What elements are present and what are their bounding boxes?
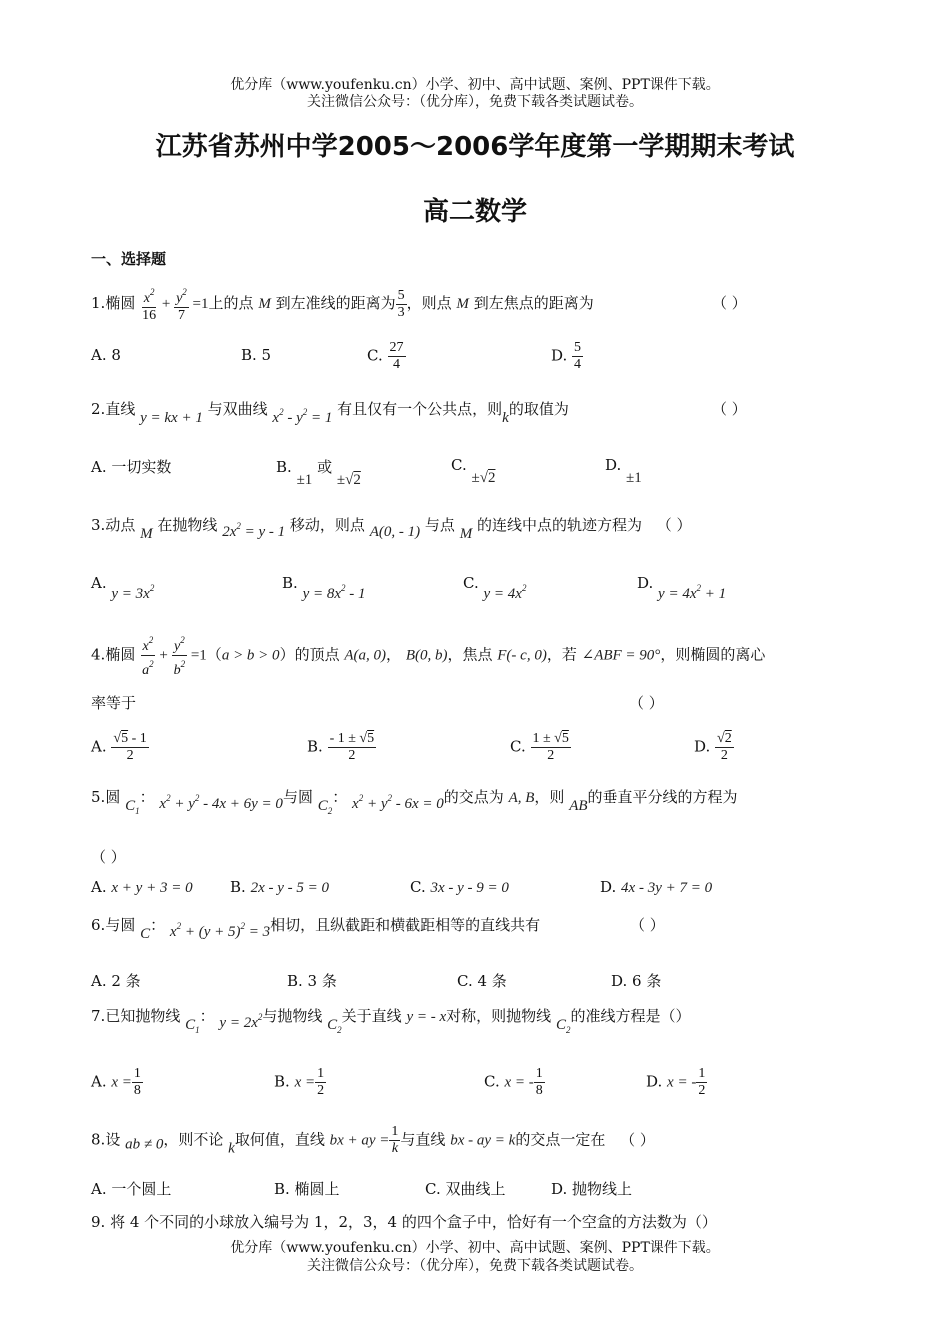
question-9: 9. 将 4 个不同的小球放入编号为 1，2，3，4 的四个盒子中，恰好有一个空盒的方法数为（） (91, 1213, 717, 1231)
question-1: 1.椭圆 $\frac{x^2}{16}$ + $\frac{y^2}{7}$ =1上的点 M 到左准线的距离为 $\frac{5}{3}$ ，则点 M 到左焦点的距离为 (91, 284, 594, 324)
question-2: 2.直线 y = kx + 1 与双曲线 $x^2 - y^2 = 1$ 有且仅有一个公共点，则k的取值为 (91, 400, 569, 426)
q1-point-m2: M (456, 296, 469, 312)
q1-text-1: 椭圆 (105, 294, 136, 312)
q8-option-a: A. 一个圆上 (91, 1180, 172, 1198)
header-line-1: 优分库（www.youfenku.cn）小学、初中、高中试题、案例、PPT课件下载。 (230, 77, 720, 93)
q5-option-b: B. 2x - y - 5 = 0 (230, 878, 330, 896)
q1-option-a: A. 8 (91, 346, 121, 364)
q7-option-d: D. x = - $\frac{1}{2}$ (646, 1066, 706, 1098)
q7-option-a: A. x = $\frac{1}{8}$ (91, 1066, 141, 1098)
q3-option-a: A. $y = 3x^2$ (91, 574, 155, 602)
q2-option-d: D. ±1 (605, 456, 642, 486)
question-3: 3.动点 M 在抛物线 $2x^2 = y - 1$ 移动，则点 A(0, - 1) 与点 M 的连线中点的轨迹方程为 （ ） (91, 516, 692, 542)
q6-option-a: A. 2 条 (91, 972, 141, 990)
q5-option-d: D. 4x - 3y + 7 = 0 (600, 878, 713, 896)
q1-text-2: 上的点 (208, 294, 254, 312)
q6-answer-paren: （ ） (630, 916, 665, 934)
q7-option-c: C. x = - $\frac{1}{8}$ (484, 1066, 543, 1098)
q2-option-b: B. ±1 或 ±√2 (276, 458, 361, 488)
question-4: 4.椭圆 $\frac{x^2}{a^2}$ + $\frac{y^2}{b^2}$ =1（a > b > 0）的顶点 A(a, 0)， B(0, b)，焦点 F(- c, 0)，若 ∠ABF = 90°，则椭圆的离心 (91, 632, 765, 679)
question-8: 8.设 ab ≠ 0，则不论 k取何值，直线 bx + ay = $\frac{1}{k}$ 与直线 bx - ay = k的交点一定在 （ ） (91, 1124, 655, 1157)
q4-line-2: 率等于 (91, 694, 137, 712)
question-5: 5.圆 $C_1$： $x^2 + y^2 - 4x + 6y = 0$与圆 $C_2$： $x^2 + y^2 - 6x = 0$的交点为 A, B，则 AB的垂直平分线的方程为 (91, 788, 738, 816)
q1-point-m: M (258, 296, 271, 312)
q4-option-c: C. $\frac{1 \pm √5}{2}$ (510, 731, 569, 763)
q8-option-c: C. 双曲线上 (425, 1180, 506, 1198)
section-heading: 一、选择题 (91, 250, 167, 268)
page-subtitle: 高二数学 (422, 197, 527, 227)
q1-text-3: 到左准线的距离为 (275, 294, 396, 312)
q1-option-c: C. $\frac{27}{4}$ (367, 340, 404, 372)
q2-option-a: A. 一切实数 (91, 458, 172, 476)
q1-text-4: ，则点 (406, 294, 452, 312)
q3-option-d: D. $y = 4x^2 + 1$ (637, 574, 727, 602)
footer-line-1: 优分库（www.youfenku.cn）小学、初中、高中试题、案例、PPT课件下载。 (230, 1240, 720, 1256)
question-6: 6.与圆 C： $x^2 + (y + 5)^2 = 3$相切，且纵截距和横截距相等的直线共有 (91, 916, 541, 942)
q6-option-b: B. 3 条 (287, 972, 337, 990)
q8-option-d: D. 抛物线上 (551, 1180, 633, 1198)
q2-hyperbola-eq: $x^2 - y^2 = 1$ (272, 407, 333, 426)
q8-option-b: B. 椭圆上 (274, 1180, 340, 1198)
q5-option-c: C. 3x - y - 9 = 0 (410, 878, 509, 896)
q7-option-b: B. x = $\frac{1}{2}$ (274, 1066, 325, 1098)
q4-option-d: D. $\frac{√2}{2}$ (694, 731, 732, 763)
q3-option-c: C. $y = 4x^2$ (463, 574, 527, 602)
q6-option-d: D. 6 条 (611, 972, 662, 990)
q1-frac-y: $\frac{y^2}{7}$ (174, 284, 189, 324)
q1-num: 1. (91, 294, 106, 312)
q4-option-b: B. $\frac{- 1 \pm √5}{2}$ (307, 731, 375, 763)
q5-option-a: A. x + y + 3 = 0 (91, 878, 193, 896)
q3-option-b: B. $y = 8x^2 - 1$ (282, 574, 366, 602)
footer-line-2: 关注微信公众号：（优分库），免费下载各类试题试卷。 (307, 1258, 643, 1274)
header-line-2: 关注微信公众号：（优分库），免费下载各类试题试卷。 (307, 94, 643, 110)
q5-answer-paren: （ ） (91, 848, 126, 866)
q1-option-b: B. 5 (241, 346, 272, 364)
q1-frac-5-3: $\frac{5}{3}$ (397, 287, 405, 320)
q2-line-eq: y = kx + 1 (140, 410, 203, 426)
q1-text-5: 到左焦点的距离为 (473, 294, 594, 312)
q4-option-a: A. $\frac{√5 - 1}{2}$ (91, 731, 147, 763)
q4-answer-paren: （ ） (629, 694, 664, 712)
q2-answer-paren: （ ） (712, 400, 747, 418)
q1-option-d: D. $\frac{5}{4}$ (551, 340, 582, 372)
q2-option-c: C. ±√2 (451, 456, 496, 486)
question-7: 7.已知抛物线 $C_1$： $y = 2x^2$与抛物线 $C_2$关于直线 y = - x对称，则抛物线 $C_2$的准线方程是（） (91, 1007, 691, 1035)
q6-option-c: C. 4 条 (457, 972, 507, 990)
q1-answer-paren: （ ） (712, 294, 747, 312)
q1-frac-x: $\frac{x^2}{16}$ (140, 284, 158, 324)
page-title: 江苏省苏州中学2005～2006学年度第一学期期末考试 (155, 132, 795, 162)
